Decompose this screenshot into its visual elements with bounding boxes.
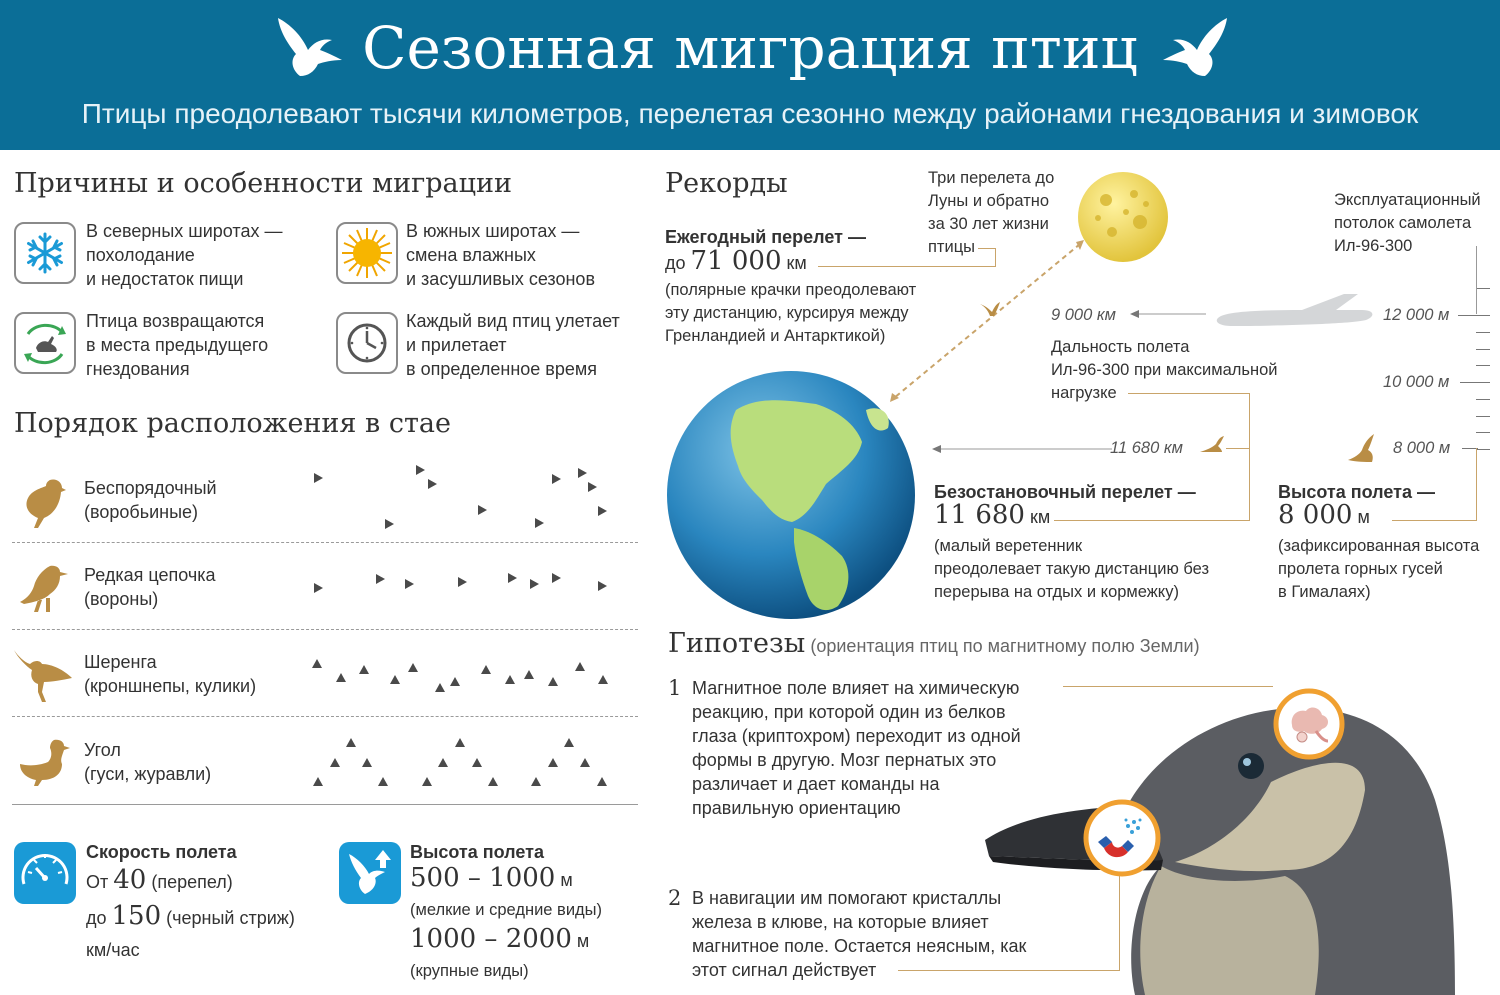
sparrow-icon [20,474,70,530]
bird-up-icon-box [339,842,401,904]
clock-icon [338,314,396,372]
height-range-2: 1000 – 2000 м [410,924,590,954]
sun-icon-box [336,222,398,284]
reason-text-4: Каждый вид птиц улетает и прилетает в определенное время [406,311,620,379]
reason-text-3: Птица возвращаются в места предыдущего гнездования [86,311,269,379]
annual-value: до 71 000 км [665,246,807,276]
hypotheses-heading: Гипотезы [668,628,806,659]
bird-up-icon [339,842,401,904]
speed-title: Скорость полета [86,842,237,862]
flock-label-2: Редкая цепочка (вороны) [84,565,216,609]
nonstop-note: (малый веретенник преодолевает такую дистанцию без перерыва на отдых и кормежку) [934,537,1210,601]
reason-text-1: В северных широтах — похолодание и недостаток пищи [86,221,283,289]
alt-value: 8 000 м [1278,500,1370,530]
nonstop-km: 11 680 км [1110,439,1183,457]
flock-label-4: Угол (гуси, журавли) [84,740,212,784]
earth-globe-icon [666,370,916,620]
range-arrow [1130,306,1206,322]
page-subtitle: Птицы преодолевают тысячи километров, перелетая сезонно между районами гнездования и зимовок [81,98,1419,129]
range-km: 9 000 км [1051,306,1116,324]
snowflake-icon-box [14,222,76,284]
speed-unit: км/час [86,940,140,960]
curlew-icon [8,646,76,704]
clock-icon-box [336,312,398,374]
speedometer-icon [14,842,76,904]
hypothesis-num-1: 1 [668,676,682,700]
speed-line-1: От 40 (перепел) [86,865,233,895]
nonstop-value: 11 680 км [934,500,1051,530]
alt-title: Высота полета — [1278,482,1435,502]
godwit-icon [1198,434,1226,456]
flock-divider-1 [12,542,638,543]
goose-icon [14,736,72,786]
flock-heading: Порядок расположения в стае [14,408,451,439]
hypotheses-header [668,628,1200,659]
hypothesis-text-1: Магнитное поле влияет на химическую реакцию, при которой один из белков глаза (криптохром) переходит из одной формы в другую. Мозг пернатых это различает и дает команды на правильную ориентацию [692,678,1021,818]
scale-label-10000: 10 000 м [1383,373,1450,391]
page-title: Сезонная миграция птиц [362,14,1138,82]
scale-label-8000: 8 000 м [1393,439,1451,457]
scale-label-12000: 12 000 м [1383,306,1450,324]
flock-divider-3 [12,716,638,717]
height-title: Высота полета [410,842,544,862]
annual-title: Ежегодный перелет — [665,227,866,247]
mountain-goose-icon [1344,432,1378,466]
flock-divider-2 [12,629,638,630]
height-note-2: (крупные виды) [410,962,529,980]
header-banner [0,0,1500,150]
height-range-1: 500 – 1000 м [410,863,573,893]
flock-divider-bottom [12,804,638,805]
flock-label-1: Беспорядочный (воробьиные) [84,478,217,522]
annual-note: (полярные крачки преодолевают эту дистанцию, курсируя между Гренландией и Антарктикой) [665,281,917,345]
range-note: Дальность полета Ил-96-300 при максимальной нагрузке [1051,338,1278,402]
bird-return-icon [16,314,74,372]
reasons-heading: Причины и особенности миграции [14,168,512,199]
speedometer-icon-box [14,842,76,904]
hypothesis-text-2: В навигации им помогают кристаллы железа в клюве, на которые влияет магнитное поле. Остается неясным, как этот сигнал действует [692,888,1027,980]
hypothesis-num-2: 2 [668,886,682,910]
altitude-scale-ticks [1476,288,1490,468]
hypotheses-subheading: (ориентация птиц по магнитному полю Земли) [810,636,1200,656]
sun-icon [338,224,396,282]
ceiling-note: Эксплуатационный потолок самолета Ил-96-300 [1334,191,1481,255]
airplane-icon [1212,290,1378,334]
brain-callout-icon [1272,687,1346,761]
snowflake-icon [16,224,74,282]
bird-return-icon-box [14,312,76,374]
crow-icon [16,560,72,616]
records-heading: Рекорды [665,168,788,199]
moon-note: Три перелета до Луны и обратно за 30 лет жизни птицы [928,169,1055,256]
height-note-1: (мелкие и средние виды) [410,901,603,919]
nonstop-title: Безостановочный перелет — [934,482,1196,502]
reason-text-2: В южных широтах — смена влажных и засушливых сезонов [406,221,596,289]
magnet-callout-icon [1082,798,1162,878]
goose-head-illustration [985,690,1485,995]
flock-label-3: Шеренга (кроншнепы, кулики) [84,652,257,696]
speed-line-2: до 150 (черный стриж) [86,901,295,931]
nonstop-arrow [932,441,1112,457]
alt-note: (зафиксированная высота пролета горных гусей в Гималаях) [1278,537,1480,601]
